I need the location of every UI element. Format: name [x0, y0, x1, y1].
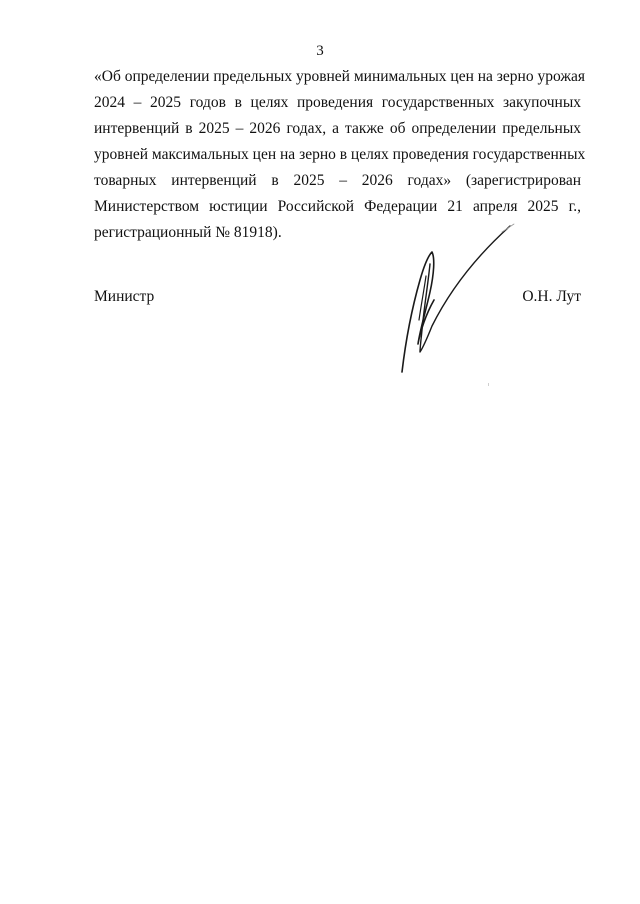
scan-speck — [488, 383, 489, 386]
body-line: товарных интервенций в 2025 – 2026 годах» (зарегистрирован — [94, 172, 581, 189]
body-line: Министерством юстиции Российской Федерации 21 апреля 2025 г., — [94, 198, 581, 215]
body-line: 2024 – 2025 годов в целях проведения государственных закупочных — [94, 94, 581, 111]
body-line: регистрационный № 81918). — [94, 224, 282, 241]
body-line: уровней максимальных цен на зерно в целях проведения государственных — [94, 146, 586, 163]
page-number: 3 — [316, 43, 324, 59]
handwritten-signature — [390, 218, 520, 378]
signatory-name: О.Н. Лут — [522, 288, 581, 305]
body-line: интервенций в 2025 – 2026 годах, а также об определении предельных — [94, 120, 581, 137]
signatory-title: Министр — [94, 288, 155, 305]
body-line: «Об определении предельных уровней минимальных цен на зерно урожая — [94, 68, 586, 85]
